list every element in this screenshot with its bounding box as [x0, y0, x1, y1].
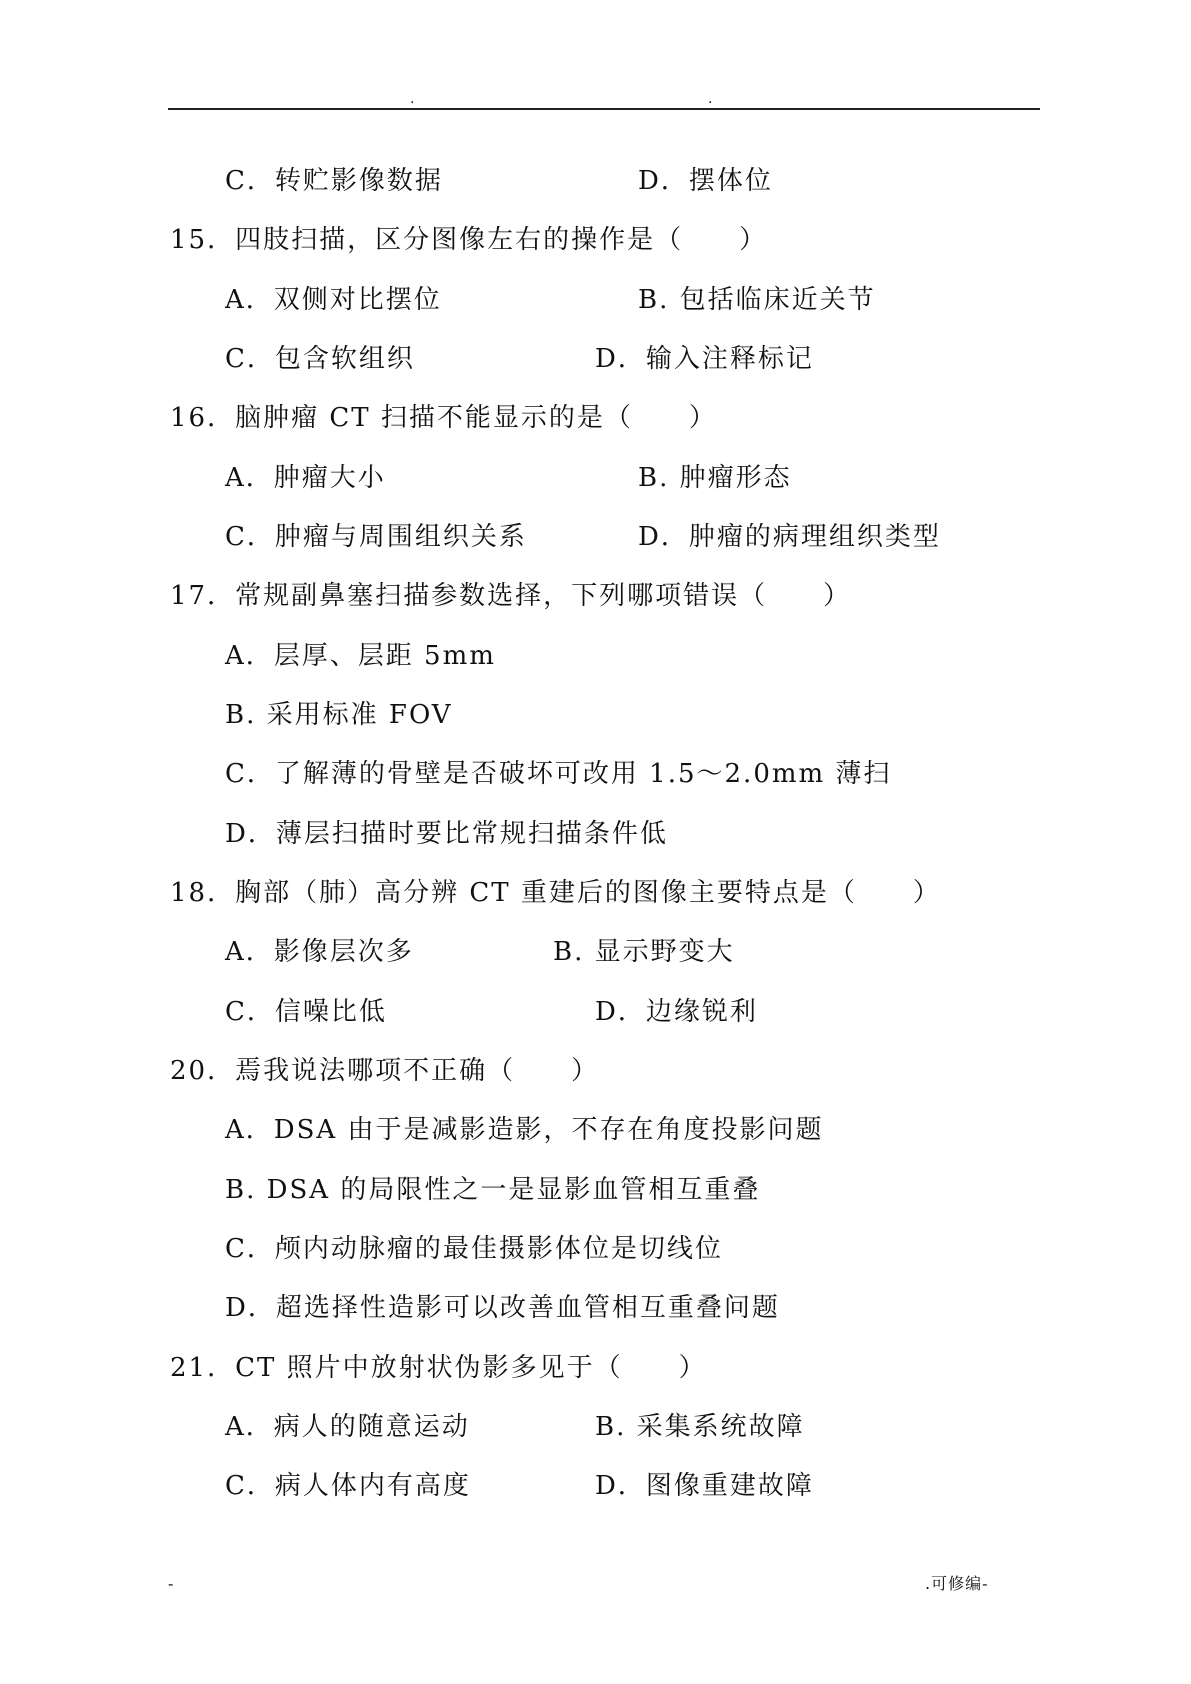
option-d-20: D．超选择性造影可以改善血管相互重叠问题 [225, 1293, 780, 1323]
option-a-17: A．层厚、层距 5mm [225, 641, 496, 671]
option-d-16: D．肿瘤的病理组织类型 [638, 522, 941, 552]
question-16: 16．脑肿瘤 CT 扫描不能显示的是（ ） [170, 403, 717, 433]
question-18: 18．胸部（肺）高分辨 CT 重建后的图像主要特点是（ ） [170, 878, 941, 908]
header-dot-right: . [708, 91, 713, 107]
option-c-17: C．了解薄的骨壁是否破坏可改用 1.5～2.0mm 薄扫 [225, 759, 892, 789]
footer-left-mark: - [168, 1574, 174, 1593]
option-c-16: C．肿瘤与周围组织关系 [225, 522, 527, 552]
option-a-18: A．影像层次多 [225, 937, 414, 967]
option-d-18: D．边缘锐利 [595, 997, 758, 1027]
option-b-16: B. 肿瘤形态 [638, 463, 792, 493]
option-b-18: B. 显示野变大 [553, 937, 735, 967]
option-c-21: C．病人体内有高度 [225, 1471, 471, 1501]
question-20: 20．焉我说法哪项不正确（ ） [170, 1056, 600, 1086]
option-a-21: A．病人的随意运动 [225, 1412, 470, 1442]
question-21: 21．CT 照片中放射状伪影多见于（ ） [170, 1353, 707, 1383]
footer-editable-note: .可修编- [925, 1574, 989, 1593]
option-d-15: D．输入注释标记 [595, 344, 814, 374]
option-d-21: D．图像重建故障 [595, 1471, 814, 1501]
option-a-20: A．DSA 由于是减影造影，不存在角度投影问题 [225, 1115, 824, 1145]
option-c-15: C．包含软组织 [225, 344, 415, 374]
option-a-16: A．肿瘤大小 [225, 463, 386, 493]
option-b-15: B. 包括临床近关节 [638, 285, 876, 315]
header-rule [168, 108, 1040, 110]
option-c-18: C．信噪比低 [225, 997, 387, 1027]
option-d-17: D．薄层扫描时要比常规扫描条件低 [225, 819, 668, 849]
option-b-17: B. 采用标准 FOV [225, 700, 453, 730]
option-b-21: B. 采集系统故障 [595, 1412, 805, 1442]
option-d-14: D．摆体位 [638, 166, 773, 196]
option-c-20: C．颅内动脉瘤的最佳摄影体位是切线位 [225, 1234, 723, 1264]
header-dot-left: . [410, 91, 415, 107]
option-a-15: A．双侧对比摆位 [225, 285, 442, 315]
question-17: 17．常规副鼻塞扫描参数选择，下列哪项错误（ ） [170, 581, 852, 611]
question-15: 15．四肢扫描，区分图像左右的操作是（ ） [170, 225, 768, 255]
option-b-20: B. DSA 的局限性之一是显影血管相互重叠 [225, 1175, 761, 1205]
option-c-14: C．转贮影像数据 [225, 166, 443, 196]
